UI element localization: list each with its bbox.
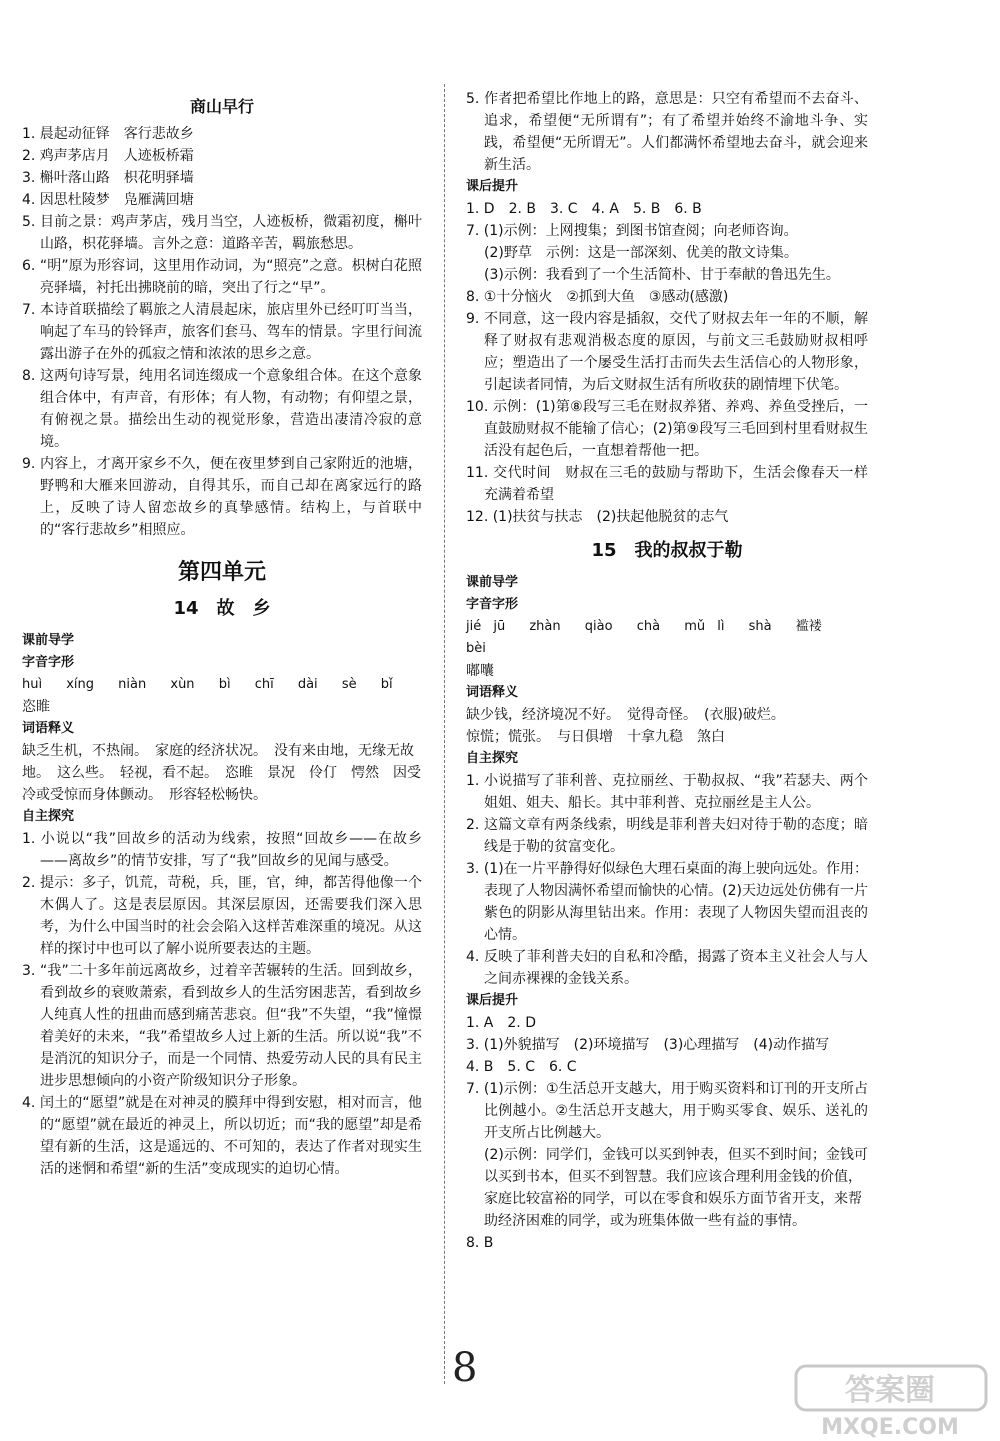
pinyin: chà bbox=[636, 619, 661, 634]
answer-item: 4. 反映了菲利普夫妇的自私和冷酷，揭露了资本主义社会人与人之间赤裸裸的金钱关系。 bbox=[466, 949, 868, 987]
answer-item: 1. 晨起动征铎 客行悲故乡 bbox=[22, 126, 194, 142]
answer-line: 1. A 2. D bbox=[466, 1015, 536, 1031]
lesson-title: 14 故 乡 bbox=[173, 598, 271, 619]
answer-item: 10. 示例：(1)第⑧段写三毛在财叔养猪、养鸡、养鱼受挫后，一直鼓励财叔不能输了信心；(2)第⑨段写三毛回到村里看财叔生活没有起色后，一直想着帮他一把。 bbox=[466, 399, 868, 459]
ci-line: 缺乏生机，不热闹。 家庭的经济状况。 没有来由地，无缘无故地。 这么些。 轻视，看不起。 恣睢 景况 伶仃 愕然 因受冷或受惊而身体颤动。 形容轻松畅快。 bbox=[22, 743, 421, 803]
ci-line: 惊慌；慌张。 与日俱增 十拿九稳 煞白 bbox=[466, 729, 725, 745]
section-heading: 词语释义 bbox=[22, 721, 75, 736]
answer-item: 2. 提示：多子，饥荒，苛税，兵，匪，官，绅，都苦得他像一个木偶人了。这是表层原因。其深层原因，还需要我们深入思考，为什么中国当时的社会会陷入这样苦难深重的境况。从这样的探讨中也可以了解小说所要表达的主题。 bbox=[22, 875, 422, 957]
left-column bbox=[22, 88, 422, 1180]
answer-item: 8. 这两句诗写景，纯用名词连缀成一个意象组合体。在这个意象组合体中，有声音，有形体；有人物，有动物；有仰望之景，有俯视之景。描绘出生动的视觉形象，营造出凄清冷寂的意境。 bbox=[22, 368, 422, 450]
pinyin: xíng bbox=[66, 677, 95, 692]
section-heading: 自主探究 bbox=[466, 751, 519, 766]
answer-item: 9. 内容上，才离开家乡不久，便在夜里梦到自己家附近的池塘，野鸭和大雁来回游动，自得其乐，而自己却在离家远行的路上，反映了诗人留恋故乡的真挚感情。结构上，与首联中的“客行悲故乡”相照应。 bbox=[22, 456, 422, 538]
section-heading: 课后提升 bbox=[466, 179, 519, 194]
answer-item: 3. (1)在一片平静得好似绿色大理石桌面的海上驶向远处。作用：表现了人物因满怀希望而愉快的心情。(2)天边远处仿佛有一片紫色的阴影从海里钻出来。作用：表现了人物因失望而沮丧的心情。 bbox=[466, 861, 868, 943]
answer-item: 7. (1)示例：上网搜集；到图书馆查阅；向老师咨询。 bbox=[466, 223, 798, 239]
answer-item: 7. (1)示例：①生活总开支越大，用于购买资料和订刊的开支所占比例越小。②生活总开支越大，用于购买零食、娱乐、送礼的开支所占比例越大。 bbox=[466, 1081, 868, 1141]
poem-title: 商山早行 bbox=[189, 97, 254, 116]
answer-item: 7. 本诗首联描绘了羁旅之人清晨起床，旅店里外已经叮叮当当，响起了车马的铃铎声，旅客们套马、驾车的情景。字里行间流露出游子在外的孤寂之情和浓浓的思乡之意。 bbox=[22, 302, 422, 362]
page-number: 8 bbox=[452, 1345, 478, 1391]
answer-item: 9. 不同意，这一段内容是插叙，交代了财叔去年一年的不顺，解释了财叔有悲观消极态度的原因，与前文三毛鼓励财叔相呼应；塑造出了一个屡受生活打击而失去生活信心的人物形象，引起读者同情，为后文财叔生活有所收获的剧情埋下伏笔。 bbox=[466, 311, 868, 393]
watermark-site: MXQE.COM bbox=[821, 1415, 959, 1440]
answer-item: 3. “我”二十多年前远离故乡，过着辛苦辗转的生活。回到故乡，看到故乡的衰败萧索，看到故乡人的生活穷困悲苦，看到故乡人纯真人性的扭曲而感到痛苦悲哀。但“我”不失望，“我”憧憬着美好的未来，“我”希望故乡人过上新的生活。所以说“我”不是消沉的知识分子，而是一个同情、热爱劳动人民的具有民主进步思想倾向的小资产阶级知识分子形象。 bbox=[22, 963, 422, 1089]
answer-item: 5. 作者把希望比作地上的路，意思是：只空有希望而不去奋斗、追求，希望便“无所谓有”；有了希望并始终不渝地斗争、实践，希望便“无所谓无”。人们都满怀希望地去奋斗，就会迎来新生活。 bbox=[466, 91, 868, 173]
watermark-logo bbox=[790, 1362, 995, 1440]
answer-item: 2. 鸡声茅店月 人迹板桥霜 bbox=[22, 148, 194, 164]
watermark-logo-text: 答案圈 bbox=[845, 1373, 935, 1408]
poem-answers bbox=[22, 123, 422, 541]
answer-item: 8. ①十分恼火 ②抓到大鱼 ③感动(感激) bbox=[466, 289, 729, 305]
right-column bbox=[466, 88, 868, 1254]
pinyin: mǔ lì bbox=[684, 619, 725, 634]
answer-item: 6. “明”原为形容词，这里用作动词，为“照亮”之意。枳树白花照亮驿墙，衬托出拂晓前的暗，突出了行之“早”。 bbox=[22, 258, 422, 296]
pinyin: sè bbox=[341, 677, 357, 692]
zi-extra: 恣睢 bbox=[22, 699, 50, 715]
pinyin: jié jū bbox=[466, 619, 506, 634]
pinyin: niàn bbox=[118, 677, 147, 692]
pinyin: shà bbox=[748, 619, 772, 634]
lesson-title: 15 我的叔叔于勒 bbox=[591, 540, 743, 561]
zi-extra: 嘟囔 bbox=[466, 663, 494, 679]
pinyin: bèi bbox=[466, 641, 486, 656]
pinyin: bì bbox=[218, 677, 231, 692]
column-divider bbox=[444, 84, 445, 1384]
pinyin: huì bbox=[22, 677, 43, 692]
pinyin: bǐ bbox=[380, 677, 393, 692]
answer-line: 1. D 2. B 3. C 4. A 5. B 6. B bbox=[466, 201, 702, 217]
pinyin: zhàn bbox=[529, 619, 561, 634]
pinyin-row bbox=[22, 674, 422, 696]
answer-item: 12. (1)扶贫与扶志 (2)扶起他脱贫的志气 bbox=[466, 509, 729, 525]
answer-item: 1. 小说描写了菲利普、克拉丽丝、于勒叔叔、“我”若瑟夫、两个姐姐、姐夫、船长。其中菲利普、克拉丽丝是主人公。 bbox=[466, 773, 868, 811]
answer-line: 8. B bbox=[466, 1235, 494, 1251]
pinyin-row bbox=[466, 616, 868, 660]
answer-subitem: (3)示例：我看到了一个生活简朴、甘于奉献的鲁迅先生。 bbox=[484, 267, 840, 283]
section-heading: 课前导学 bbox=[466, 575, 519, 590]
pinyin: dài bbox=[297, 677, 318, 692]
section-heading: 词语释义 bbox=[466, 685, 519, 700]
section-heading: 字音字形 bbox=[466, 597, 519, 612]
answer-item: 2. 这篇文章有两条线索，明线是菲利普夫妇对待于勒的态度；暗线是于勒的贫富变化。 bbox=[466, 817, 868, 855]
pinyin: 褴褛 bbox=[795, 619, 822, 634]
answer-line: 4. B 5. C 6. C bbox=[466, 1059, 577, 1075]
answer-item: 5. 目前之景：鸡声茅店，残月当空，人迹板桥，微霜初度，槲叶山路，枳花驿墙。言外之意：道路辛苦，羁旅愁思。 bbox=[22, 214, 422, 252]
pinyin: chī bbox=[254, 677, 274, 692]
answer-subitem: (2)示例：同学们，金钱可以买到钟表，但买不到时间；金钱可以买到书本，但买不到智慧。我们应该合理利用金钱的价值，家庭比较富裕的同学，可以在零食和娱乐方面节省开支，来帮助经济困难的同学，或为班集体做一些有益的事情。 bbox=[484, 1147, 868, 1229]
unit-title: 第四单元 bbox=[177, 560, 266, 585]
answer-item: 11. 交代时间 财叔在三毛的鼓励与帮助下，生活会像春天一样充满着希望 bbox=[466, 465, 868, 503]
answer-item: 3. (1)外貌描写 (2)环境描写 (3)心理描写 (4)动作描写 bbox=[466, 1037, 830, 1053]
section-heading: 自主探究 bbox=[22, 809, 75, 824]
answer-item: 4. 闰土的“愿望”就是在对神灵的膜拜中得到安慰，相对而言，他的“愿望”就在最近的神灵上，所以切近；而“我的愿望”却是希望有新的生活，这是遥远的、不可知的，表达了作者对现实生活的迷惘和希望“新的生活”变成现实的迫切心情。 bbox=[22, 1095, 422, 1177]
section-heading: 课前导学 bbox=[22, 633, 75, 648]
ci-line: 缺少钱，经济境况不好。 觉得奇怪。 (衣服)破烂。 bbox=[466, 707, 785, 723]
section-heading: 字音字形 bbox=[22, 655, 75, 670]
answer-item: 3. 槲叶落山路 枳花明驿墙 bbox=[22, 170, 194, 186]
pinyin: xùn bbox=[170, 677, 195, 692]
pinyin: qiào bbox=[584, 619, 613, 634]
answer-subitem: (2)野草 示例：这是一部深刻、优美的散文诗集。 bbox=[484, 245, 798, 261]
section-heading: 课后提升 bbox=[466, 993, 519, 1008]
answer-item: 1. 小说以“我”回故乡的活动为线索，按照“回故乡——在故乡——离故乡”的情节安排，写了“我”回故乡的见闻与感受。 bbox=[22, 831, 422, 869]
answer-item: 4. 因思杜陵梦 凫雁满回塘 bbox=[22, 192, 194, 208]
